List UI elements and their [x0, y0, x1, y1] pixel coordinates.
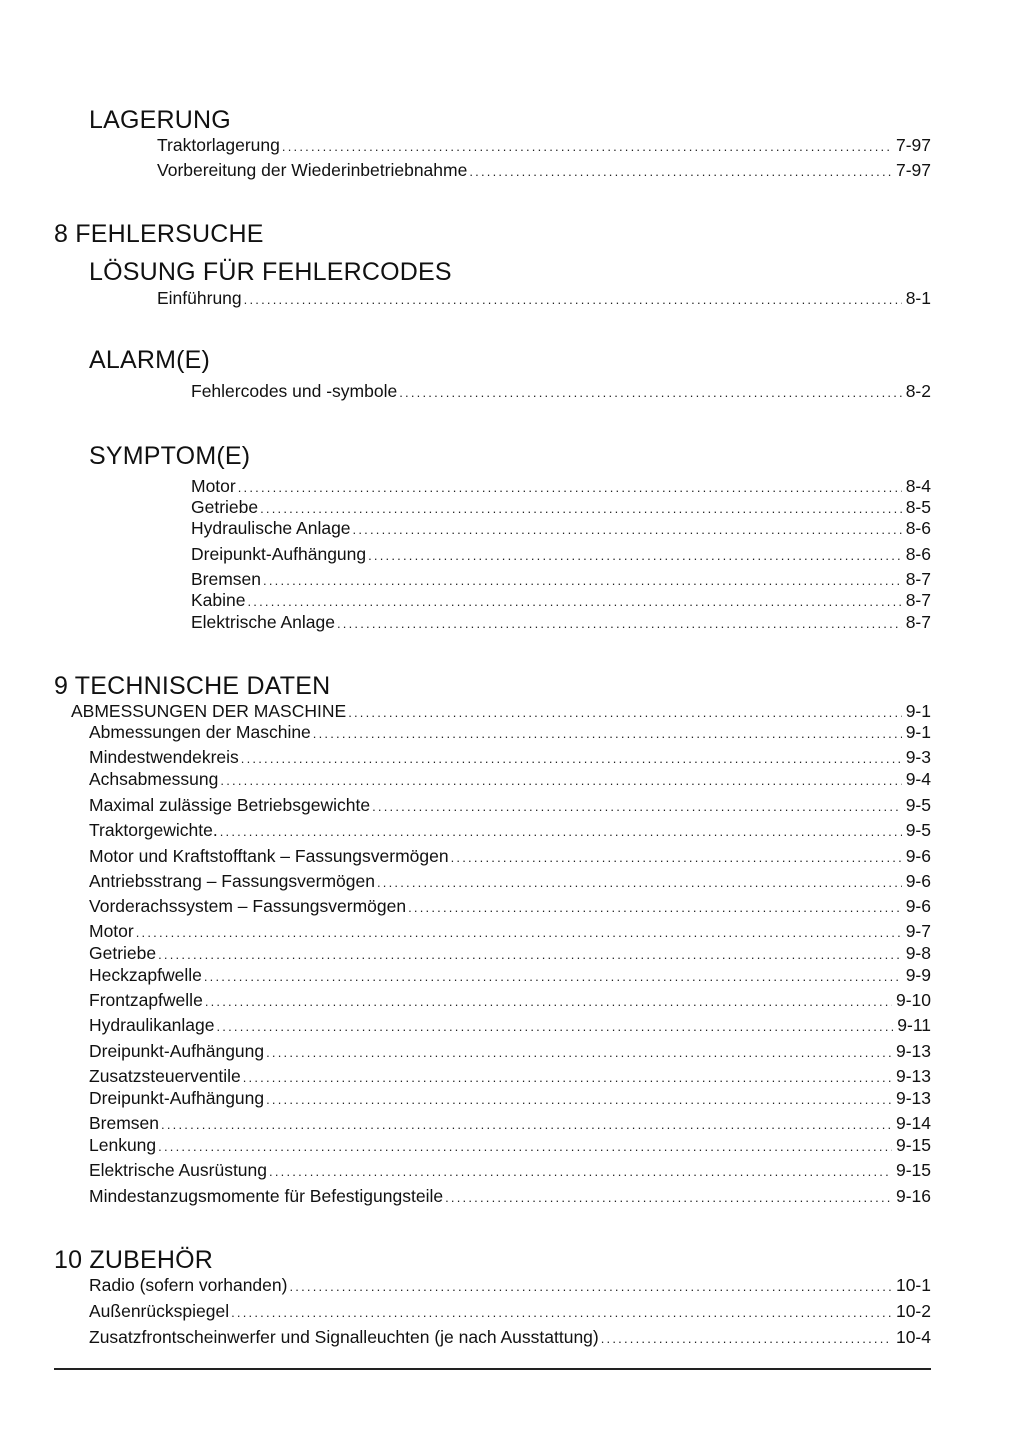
toc-entry[interactable]: [191, 496, 931, 518]
toc-section-entry[interactable]: [71, 700, 931, 722]
toc-entry-page: 9-15: [895, 1135, 931, 1155]
toc-entry[interactable]: [191, 568, 931, 590]
chapter-title-10: 10 ZUBEHÖR: [54, 1246, 213, 1274]
dot-leader: [451, 847, 902, 869]
dot-leader: [217, 1016, 894, 1038]
toc-entry[interactable]: [89, 1134, 931, 1156]
toc-entry-page: 8-4: [905, 476, 931, 496]
dot-leader: [289, 1276, 892, 1298]
dot-leader: [313, 723, 902, 745]
toc-entry-label: Kabine: [191, 590, 246, 610]
toc-entry-label: Mindestanzugsmomente für Befestigungsteile: [89, 1186, 444, 1206]
toc-entry-page: 8-5: [905, 497, 931, 517]
toc-entry[interactable]: [89, 942, 931, 964]
toc-entry-page: 9-7: [905, 921, 931, 941]
toc-entry-label: Zusatzfrontscheinwerfer und Signalleuchten (je nach Ausstattung): [89, 1327, 599, 1347]
toc-entry-page: 8-7: [905, 590, 931, 610]
toc-entry[interactable]: [89, 989, 931, 1011]
toc-entry[interactable]: [157, 134, 931, 156]
dot-leader: [266, 1089, 892, 1111]
toc-entry-label: Hydraulische Anlage: [191, 518, 351, 538]
toc-entry-label: Traktorgewichte.: [89, 820, 218, 840]
dot-leader: [158, 944, 902, 966]
dot-leader: [241, 748, 902, 770]
toc-entry-page: 8-6: [905, 544, 931, 564]
toc-entry-label: Lenkung: [89, 1135, 157, 1155]
toc-entry-page: 9-4: [905, 769, 931, 789]
toc-entry-label: Getriebe: [89, 943, 157, 963]
dot-leader: [377, 872, 902, 894]
dot-leader: [372, 796, 902, 818]
heading-loesung-fehlercodes: LÖSUNG FÜR FEHLERCODES: [89, 258, 452, 286]
toc-entry-page: 8-2: [905, 381, 931, 401]
dot-leader: [248, 591, 902, 613]
toc-entry-page: 9-16: [895, 1186, 931, 1206]
toc-entry[interactable]: [89, 768, 931, 790]
dot-leader: [269, 1161, 892, 1183]
toc-entry[interactable]: [89, 895, 931, 917]
toc-entry-label: Traktorlagerung: [157, 135, 280, 155]
toc-entry[interactable]: [191, 380, 931, 402]
toc-entry-label: Fehlercodes und -symbole: [191, 381, 398, 401]
toc-entry-label: Frontzapfwelle: [89, 990, 203, 1010]
toc-entry-label: Mindestwendekreis: [89, 747, 239, 767]
toc-entry-page: 9-6: [905, 846, 931, 866]
toc-entry-label: Motor: [191, 476, 236, 496]
toc-entry-page: 8-7: [905, 612, 931, 632]
dot-leader: [399, 382, 901, 404]
toc-entry-label: Vorbereitung der Wiederinbetriebnahme: [157, 160, 468, 180]
toc-entry[interactable]: [89, 794, 931, 816]
toc-entry[interactable]: [89, 1112, 931, 1134]
toc-entry[interactable]: [89, 721, 931, 743]
toc-entry[interactable]: [89, 819, 931, 841]
dot-leader: [353, 519, 902, 541]
toc-entry-label: Achsabmessung: [89, 769, 219, 789]
toc-entry-label: Radio (sofern vorhanden): [89, 1275, 288, 1295]
footer-divider: [54, 1368, 931, 1370]
toc-entry-label: Bremsen: [89, 1113, 160, 1133]
dot-leader: [231, 1302, 892, 1324]
toc-entry-page: 9-8: [905, 943, 931, 963]
toc-entry-page: 8-1: [905, 288, 931, 308]
toc-entry[interactable]: [89, 1300, 931, 1322]
toc-entry[interactable]: [89, 1040, 931, 1062]
toc-entry-label: Hydraulikanlage: [89, 1015, 215, 1035]
toc-entry[interactable]: [89, 1159, 931, 1181]
toc-entry[interactable]: [191, 543, 931, 565]
toc-entry-page: 9-13: [895, 1041, 931, 1061]
toc-entry[interactable]: [191, 517, 931, 539]
dot-leader: [220, 770, 901, 792]
toc-entry-label: Dreipunkt-Aufhängung: [89, 1088, 265, 1108]
dot-leader: [161, 1114, 892, 1136]
toc-entry-page: 10-2: [895, 1301, 931, 1321]
toc-entry-page: 9-14: [895, 1113, 931, 1133]
toc-entry[interactable]: [89, 1065, 931, 1087]
dot-leader: [205, 991, 892, 1013]
toc-entry-label: Einführung: [157, 288, 242, 308]
toc-entry-page: 9-3: [905, 747, 931, 767]
dot-leader: [368, 545, 902, 567]
toc-entry-page: 9-11: [897, 1015, 931, 1035]
toc-entry[interactable]: [89, 1326, 931, 1348]
toc-entry[interactable]: [157, 159, 931, 181]
toc-entry-page: 9-5: [905, 820, 931, 840]
toc-entry-page: 9-10: [895, 990, 931, 1010]
toc-entry[interactable]: [89, 746, 931, 768]
toc-entry-label: Zusatzsteuerventile: [89, 1066, 241, 1086]
toc-entry-label: Motor: [89, 921, 134, 941]
dot-leader: [266, 1042, 892, 1064]
toc-entry[interactable]: [191, 589, 931, 611]
chapter-title-8: 8 FEHLERSUCHE: [54, 220, 264, 248]
toc-entry-label: Abmessungen der Maschine: [89, 722, 311, 742]
toc-entry[interactable]: [89, 870, 931, 892]
dot-leader: [337, 613, 902, 635]
dot-leader: [204, 966, 902, 988]
chapter-title-9: 9 TECHNISCHE DATEN: [54, 672, 331, 700]
toc-entry[interactable]: [89, 964, 931, 986]
dot-leader: [282, 136, 892, 158]
toc-entry[interactable]: [157, 287, 931, 309]
heading-symptom: SYMPTOM(E): [89, 442, 251, 470]
toc-entry[interactable]: [89, 845, 931, 867]
toc-entry[interactable]: [89, 920, 931, 942]
dot-leader: [445, 1187, 892, 1209]
toc-entry-page: 9-6: [905, 871, 931, 891]
toc-entry-label: ABMESSUNGEN DER MASCHINE: [71, 701, 347, 721]
toc-entry-page: 9-9: [905, 965, 931, 985]
toc-entry-label: Vorderachssystem – Fassungsvermögen: [89, 896, 407, 916]
toc-entry-page: 8-6: [905, 518, 931, 538]
toc-entry-label: Bremsen: [191, 569, 262, 589]
toc-entry-page: 9-13: [895, 1088, 931, 1108]
toc-entry-page: 8-7: [905, 569, 931, 589]
toc-entry-label: Außenrückspiegel: [89, 1301, 230, 1321]
toc-entry-label: Elektrische Anlage: [191, 612, 335, 632]
dot-leader: [244, 289, 902, 311]
toc-entry-page: 7-97: [895, 135, 931, 155]
dot-leader: [136, 922, 902, 944]
toc-entry-page: 9-6: [905, 896, 931, 916]
toc-entry-label: Dreipunkt-Aufhängung: [89, 1041, 265, 1061]
toc-entry-label: Getriebe: [191, 497, 259, 517]
toc-entry-label: Heckzapfwelle: [89, 965, 202, 985]
toc-entry-page: 9-13: [895, 1066, 931, 1086]
dot-leader: [601, 1328, 892, 1350]
heading-lagerung: LAGERUNG: [89, 106, 231, 134]
dot-leader: [469, 161, 892, 183]
heading-alarm: ALARM(E): [89, 346, 211, 374]
dot-leader: [243, 1067, 892, 1089]
toc-entry[interactable]: [89, 1274, 931, 1296]
dot-leader: [408, 897, 902, 919]
toc-entry[interactable]: [191, 475, 931, 497]
toc-entry-label: Elektrische Ausrüstung: [89, 1160, 268, 1180]
toc-entry-page: 9-1: [905, 701, 931, 721]
toc-entry-page: 9-15: [895, 1160, 931, 1180]
toc-entry-page: 10-1: [895, 1275, 931, 1295]
toc-entry[interactable]: [89, 1014, 931, 1036]
toc-entry-label: Motor und Kraftstofftank – Fassungsvermögen: [89, 846, 449, 866]
toc-entry[interactable]: [89, 1087, 931, 1109]
toc-entry-label: Maximal zulässige Betriebsgewichte: [89, 795, 371, 815]
toc-entry-page: 10-4: [895, 1327, 931, 1347]
toc-entry-label: Dreipunkt-Aufhängung: [191, 544, 367, 564]
toc-entry[interactable]: [191, 611, 931, 633]
toc-entry-page: 7-97: [895, 160, 931, 180]
toc-entry-page: 9-5: [905, 795, 931, 815]
toc-entry-label: Antriebsstrang – Fassungsvermögen: [89, 871, 375, 891]
toc-entry-page: 9-1: [905, 722, 931, 742]
dot-leader: [220, 821, 902, 843]
dot-leader: [158, 1136, 892, 1158]
toc-entry[interactable]: [89, 1185, 931, 1207]
